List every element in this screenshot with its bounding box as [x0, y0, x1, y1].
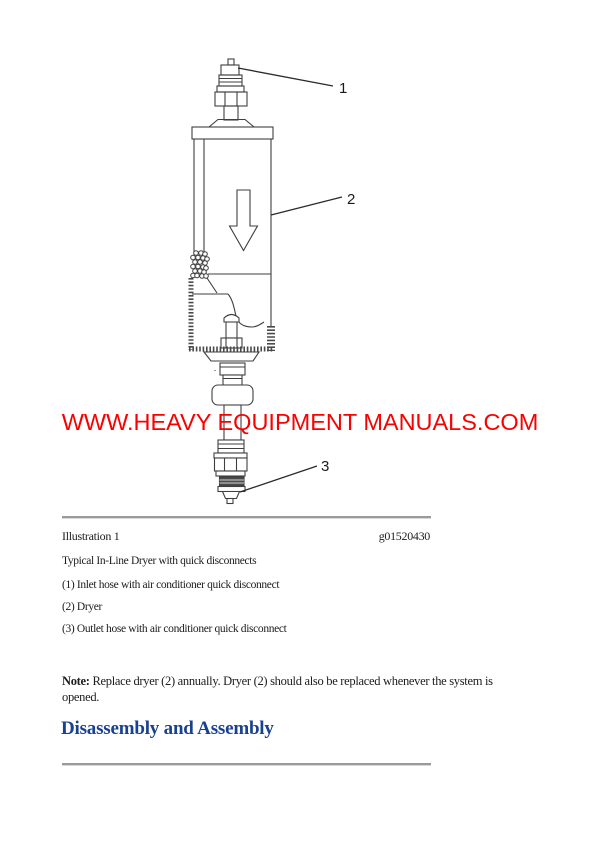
- figure-caption: Typical In-Line Dryer with quick disconnects: [62, 555, 257, 567]
- illustration-code: g01520430: [378, 529, 430, 543]
- illustration-label: Illustration 1: [62, 529, 120, 543]
- callout-label-1: 1: [339, 80, 348, 97]
- desiccant-beads: [191, 251, 210, 279]
- section-heading-disassembly-and-assembly: Disassembly and Assembly: [61, 717, 274, 739]
- legend-item-2: (2) Dryer: [62, 601, 102, 613]
- note-text: Replace dryer (2) annually. Dryer (2) should also be replaced whenever the system is opened.: [62, 673, 493, 704]
- note-paragraph: [62, 673, 522, 705]
- legend-item-3: (3) Outlet hose with air conditioner quick disconnect: [62, 623, 287, 635]
- divider-rule-bottom: [62, 763, 431, 766]
- illustration-row: [62, 529, 430, 544]
- callout-label-3: 3: [321, 458, 330, 475]
- callout-label-2: 2: [347, 191, 356, 208]
- note-label: Note:: [62, 673, 90, 688]
- legend-item-1: (1) Inlet hose with air conditioner quick disconnect: [62, 579, 280, 591]
- divider-rule-top: [62, 516, 431, 519]
- watermark-text: WWW.HEAVY EQUIPMENT MANUALS.COM: [61, 409, 539, 435]
